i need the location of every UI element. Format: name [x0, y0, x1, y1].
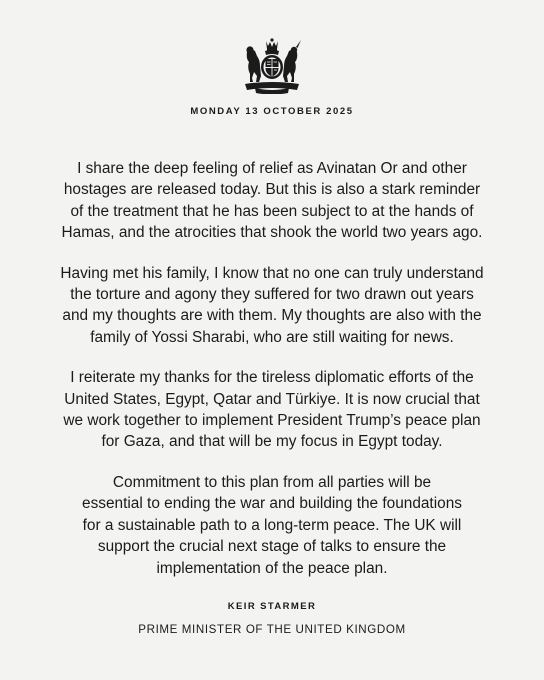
- statement-paragraph: [40, 263, 504, 349]
- paragraph-line: implementation of the peace plan.: [156, 559, 388, 577]
- statement-paragraph: [40, 158, 504, 244]
- signatory-name: KEIR STARMER: [227, 601, 317, 612]
- royal-coat-of-arms-icon: [241, 38, 303, 94]
- paragraph-line: Hamas, and the atrocities that shook the world two years ago.: [61, 224, 483, 242]
- statement-body: [40, 158, 504, 598]
- paragraph-line: support the crucial next stage of talks to ensure the: [97, 538, 447, 556]
- paragraph-line: and my thoughts are with them. My thoughts are also with the: [62, 307, 482, 325]
- paragraph-line: for Gaza, and that will be my focus in Egypt today.: [101, 433, 443, 451]
- paragraph-line: the torture and agony they suffered for two drawn out years: [70, 286, 474, 304]
- paragraph-line: I share the deep feeling of relief as Avinatan Or and other: [77, 160, 467, 177]
- paragraph-line: for a sustainable path to a long-term peace. The UK will: [82, 516, 462, 534]
- paragraph-line: of the treatment that he has been subject to at the hands of: [70, 202, 474, 220]
- signatory-title: PRIME MINISTER OF THE UNITED KINGDOM: [138, 623, 406, 636]
- paragraph-line: hostages are released today. But this is also a stark reminder: [63, 181, 481, 199]
- statement-paragraph: [40, 367, 504, 453]
- paragraph-line: family of Yossi Sharabi, who are still waiting for news.: [90, 328, 454, 346]
- statement-paragraph: [40, 472, 504, 579]
- paragraph-line: Having met his family, I know that no one can truly understand: [60, 264, 484, 282]
- paragraph-line: I reiterate my thanks for the tireless diplomatic efforts of the: [70, 369, 474, 387]
- paragraph-line: United States, Egypt, Qatar and Türkiye. It is now crucial that: [64, 390, 480, 408]
- paragraph-line: Commitment to this plan from all parties will be: [112, 473, 432, 491]
- paragraph-line: we work together to implement President Trump’s peace plan: [63, 412, 481, 430]
- statement-date: MONDAY 13 OCTOBER 2025: [190, 106, 354, 117]
- paragraph-line: essential to ending the war and building the foundations: [82, 495, 462, 513]
